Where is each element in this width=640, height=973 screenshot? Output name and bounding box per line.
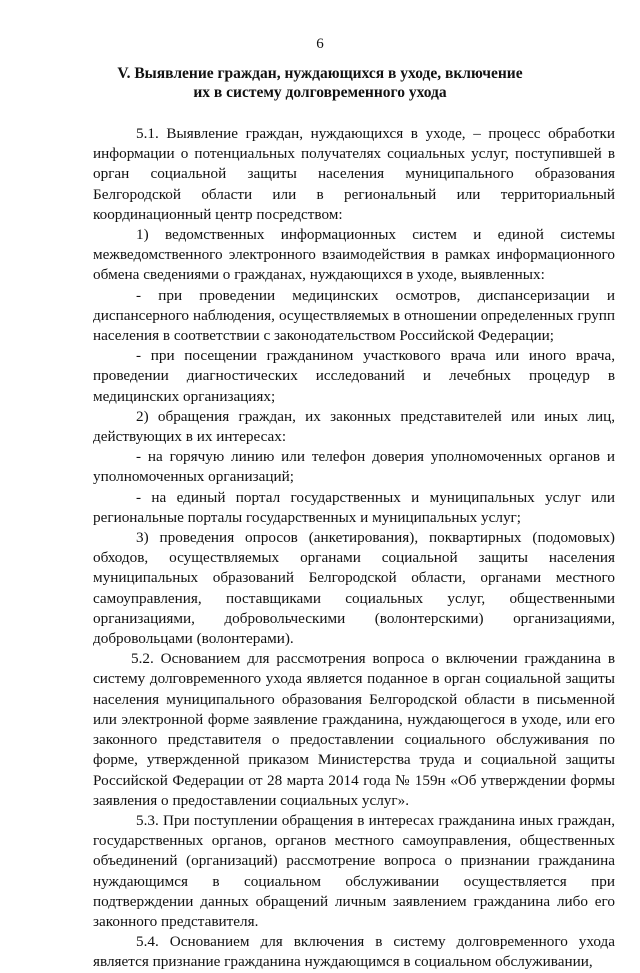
sub-item-public-services-portal: - на единый портал государственных и муниципальных услуг или региональные порталы государственных и муниципальных услуг; [93,488,615,526]
section-heading [60,64,580,102]
sub-item-medical-examinations: - при проведении медицинских осмотров, диспансеризации и диспансерного наблюдения, осуществляемых в отношении определенных групп населения в соответствии с законодательством Российской Федерации; [93,286,615,345]
section-heading-line-1: V. Выявление граждан, нуждающихся в уходе, включение [117,65,523,82]
paragraph-5-1: 5.1. Выявление граждан, нуждающихся в уходе, – процесс обработки информации о потенциальных получателях социальных услуг, поступившей в орган социальной защиты населения муниципального образования Белгородской области или в региональный или территориальный координационный центр посредством: [93,125,615,223]
section-heading-line-2: их в систему долговременного ухода [193,84,447,101]
paragraph-5-4: 5.4. Основанием для включения в систему долговременного ухода является признание гражданина нуждающимся в социальном обслуживании, [93,933,615,971]
document-body [93,124,615,973]
page-number: 6 [316,36,324,52]
sub-item-doctor-visits: - при посещении гражданином участкового врача или иного врача, проведении диагностических исследований и лечебных процедур в медицинских организациях; [93,347,615,405]
list-item-1-information-systems: 1) ведомственных информационных систем и единой системы межведомственного электронного взаимодействия в рамках информационного обмена сведениями о гражданах, нуждающихся в уходе, выявленных: [93,226,615,284]
sub-item-hotline: - на горячую линию или телефон доверия уполномоченных органов и уполномоченных организаций; [93,448,615,486]
list-item-3-surveys: 3) проведения опросов (анкетирования), поквартирных (подомовых) обходов, осуществляемых органами социальной защиты населения муниципальных образований Белгородской области, органами местного самоуправления, поставщиками социальных услуг, общественными организациями, добровольческими (волонтерскими) организациями, добровольцами (волонтерами). [93,529,615,648]
list-item-2-citizen-appeals: 2) обращения граждан, их законных представителей или иных лиц, действующих в их интересах: [93,407,615,446]
paragraph-5-3: 5.3. При поступлении обращения в интересах гражданина иных граждан, государственных органов, органов местного самоуправления, общественных объединений (организаций) рассмотрение вопроса о признании гражданина нуждающимся в социальном обслуживании осуществляется при подтверждении данных обращений личным заявлением гражданина либо его законного представителя. [93,811,615,930]
paragraph-5-2: 5.2. Основанием для рассмотрения вопроса о включении гражданина в систему долговременного ухода является поданное в орган социальной защиты населения муниципального образования Белгородской области в письменной или электронной форме заявление гражданина, нуждающегося в уходе, или его законного представителя о предоставлении социального обслуживания по форме, утвержденной приказом Министерства труда и социальной защиты Российской Федерации от 28 марта 2014 года № 159н «Об утверждении формы заявления о предоставлении социальных услуг». [93,650,615,809]
